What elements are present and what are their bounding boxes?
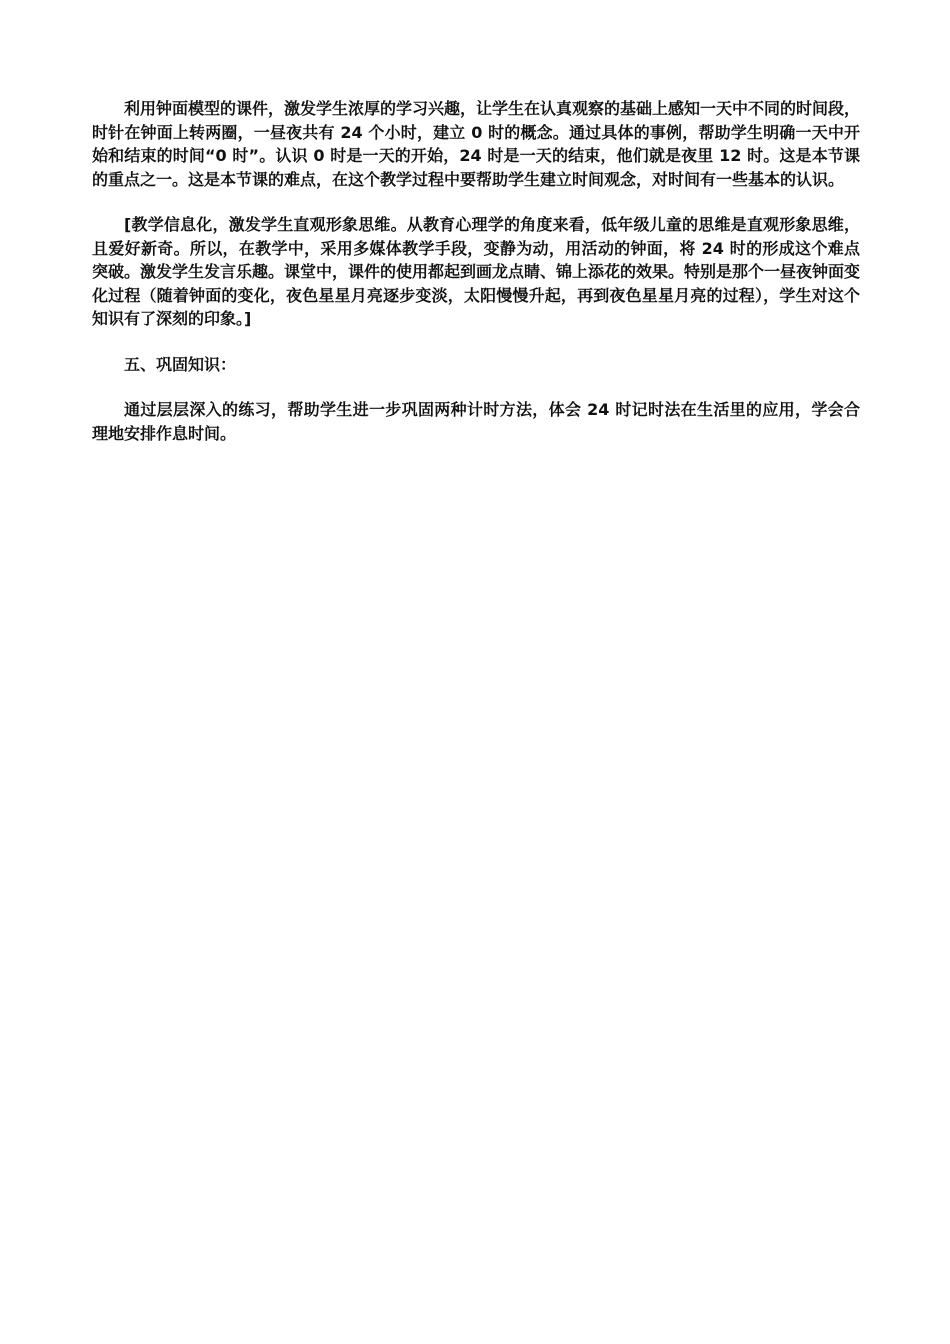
paragraph-teaching-goal: 利用钟面模型的课件，激发学生浓厚的学习兴趣，让学生在认真观察的基础上感知一天中不同的时间段，时针在钟面上转两圈，一昼夜共有 24 个小时，建立 0 时的概念。通过具体的事例，帮助学生明确一天中开始和结束的时间“0 时”。认识 0 时是一天的开始，24 时是一天的结束，他们就是夜里 12 时。这是本节课的重点之一。这是本节课的难点，在这个教学过程中要帮助学生建立时间观念，对时间有一些基本的认识。 bbox=[92, 99, 861, 189]
paragraph-teaching-commentary: [教学信息化，激发学生直观形象思维。从教育心理学的角度来看，低年级儿童的思维是直观形象思维，且爱好新奇。所以，在教学中，采用多媒体教学手段，变静为动，用活动的钟面，将 24 时的形成这个难点突破。激发学生发言乐趣。课堂中，课件的使用都起到画龙点睛、锦上添花的效果。特别是那个一昼夜钟面变化过程（随着钟面的变化，夜色星星月亮逐步变淡，太阳慢慢升起，再到夜色星星月亮的过程），学生对这个知识有了深刻的印象。] bbox=[92, 215, 861, 328]
paragraph-practice: 通过层层深入的练习，帮助学生进一步巩固两种计时方法，体会 24 时记时法在生活里的应用，学会合理地安排作息时间。 bbox=[92, 400, 860, 443]
section-heading-consolidate: 五、巩固知识： bbox=[124, 354, 237, 374]
document-page bbox=[92, 97, 860, 467]
